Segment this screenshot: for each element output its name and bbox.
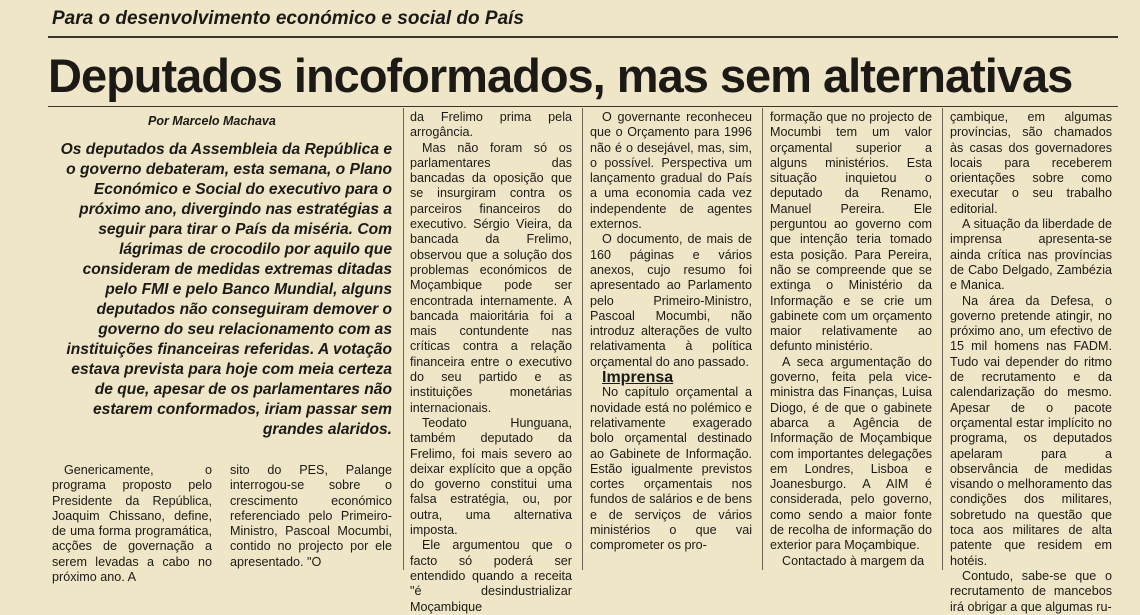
column-5-paragraph: A seca argumentação do governo, feita pela vice-ministra das Finanças, Luisa Diogo, é de que o gabinete abarca a Agência de Informação de Moçambique com importantes delegações em Londres, Lisboa e Joanesburgo. A AIM é considerada, pelo governo, como sendo a maior fonte de recolha de informação do exterior para Moçambique. xyxy=(770,354,932,553)
column-4 xyxy=(590,110,752,554)
section-subhead: Imprensa xyxy=(602,369,674,387)
column-divider xyxy=(942,108,943,570)
column-4-paragraph: O governante reconheceu que o Orçamento para 1996 não é o desejável, mas, sim, o possível. Perspectiva um lançamento gradual do País a uma economia cada vez independente de agentes externos. xyxy=(590,110,752,232)
column-1-paragraph: Genericamente, o programa proposto pelo Presidente da República, Joaquim Chissano, define, de uma forma programática, acções de governação a serem levadas a cabo no próximo ano. A xyxy=(52,463,212,585)
column-5-paragraph: formação que no projecto de Mocumbi tem um valor orçamental superior a alguns ministérios. Esta situação inquietou o deputado da Renamo, Manuel Pereira. Ele perguntou ao governo com que intenção teria tomado esta posição. Para Pereira, não se compreende que se extinga o Ministério da Informação e se crie um gabinete com um orçamento maior relativamente ao defunto ministério. xyxy=(770,110,932,354)
column-3 xyxy=(410,110,572,615)
column-5 xyxy=(770,110,932,569)
column-2-paragraph: sito do PES, Palange interrogou-se sobre o crescimento económico referenciado pelo Primeiro-Ministro, Pascoal Mocumbi, contido no projecto por ele apresentado. "O xyxy=(230,463,392,569)
column-6-paragraph: çambique, em algumas províncias, são chamados às casas dos governadores locais para receberem orientações sobre como executar o seu trabalho editorial. xyxy=(950,110,1112,216)
column-3-paragraph: Mas não foram só os parlamentares das bancadas da oposição que se insurgiram contra os parceiros financeiros do executivo. Sérgio Vieira, da bancada da Frelimo, observou que a solução dos problemas económicos de Moçambique pode ser encontrada internamente. A bancada maioritária foi a mais contundente nas críticas contra a relação financeira entre o executivo do seu partido e as instituições monetárias internacionais. xyxy=(410,140,572,415)
headline-rule xyxy=(48,106,1118,107)
column-3-paragraph: Teodato Hunguana, também deputado da Frelimo, foi mais severo ao deixar explícito que a opção do governo constitui uma falsa estratégia, ou, por outra, uma alternativa imposta. xyxy=(410,415,572,538)
column-divider xyxy=(403,108,404,570)
column-1 xyxy=(52,463,212,585)
column-3-paragraph: da Frelimo prima pela arrogância. xyxy=(410,110,572,140)
column-4-paragraph: No capítulo orçamental a novidade está no polémico e relativamente exagerado bolo orçamental destinado ao Gabinete de Informação. Estão igualmente previstos cortes orçamentais nos fundos de salários e de bens e de serviços de vários ministérios o que vai comprometer os pro- xyxy=(590,385,752,553)
byline: Por Marcelo Machava xyxy=(148,114,276,128)
column-6 xyxy=(950,110,1112,615)
column-5-paragraph: Contactado à margem da xyxy=(782,553,925,568)
column-6-paragraph: Contudo, sabe-se que o recrutamento de mancebos irá obrigar a que algumas ru- xyxy=(950,568,1112,614)
headline: Deputados incoformados, mas sem alternativas xyxy=(48,49,1073,102)
column-6-paragraph: A situação da liberdade de imprensa apresenta-se ainda crítica nas províncias de Cabo Delgado, Zambézia e Manica. xyxy=(950,217,1112,293)
lead-paragraph: Os deputados da Assembleia da República e o governo debateram, esta semana, o Plano Económico e Social do executivo para o próximo ano, divergindo nas estratégias a seguir para tirar o País da miséria. Com lágrimas de crocodilo por aquilo que consideram de medidas extremas ditadas pelo FMI e pelo Banco Mundial, alguns deputados não conseguiram demover o governo do seu relacionamento com as instituições financeiras referidas. A votação estava prevista para hoje com meia certeza de que, apesar de os parlamentares não estarem conformados, iriam passar sem grandes alaridos. xyxy=(60,141,392,438)
column-3-paragraph: Ele argumentou que o facto só poderá ser entendido quando a receita "é desindustrializar Moçambique xyxy=(410,538,572,614)
column-divider xyxy=(582,108,583,570)
column-2 xyxy=(230,463,392,570)
section-kicker: Para o desenvolvimento económico e social do País xyxy=(52,8,524,29)
column-divider xyxy=(762,108,763,570)
column-6-paragraph: Na área da Defesa, o governo pretende atingir, no próximo ano, um efectivo de 15 mil homens nas FADM. Tudo vai depender do ritmo de recrutamento e da calendarização do mesmo. Apesar de o pacote orçamental estar implícito no programa, os deputados apelaram para a observância de medidas visando o melhoramento das condições dos militares, sobretudo na questão que toca aos militares de alta patente que residem em hotéis. xyxy=(950,293,1112,568)
column-4-paragraph: O documento, de mais de 160 páginas e vários anexos, cujo resumo foi apresentado ao Parlamento pelo Primeiro-Ministro, Pascoal Mocumbi, não introduz alterações de vulto relativamenta à política orçamental do ano passado. xyxy=(590,232,752,369)
top-rule xyxy=(48,36,1118,38)
